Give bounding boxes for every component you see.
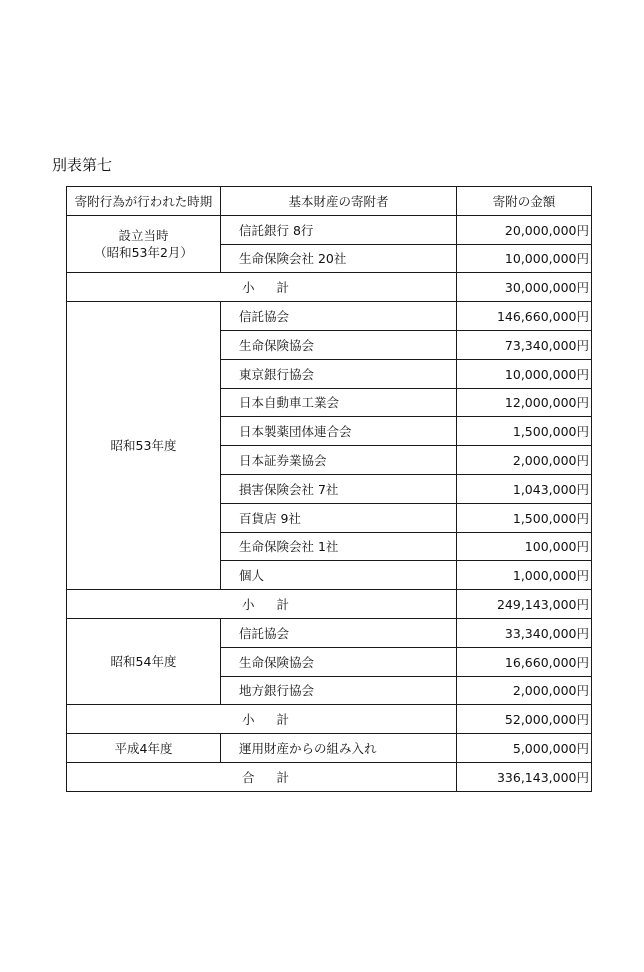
- subtotal-row: [67, 590, 592, 619]
- subtotal-row: [67, 705, 592, 734]
- total-amount: 336,143,000円: [457, 762, 592, 791]
- donor-cell: 百貨店 9社: [221, 503, 457, 532]
- table-row: [67, 618, 592, 647]
- donor-cell: 個人: [221, 561, 457, 590]
- amount-cell: 1,500,000円: [457, 417, 592, 446]
- period-cell: 平成4年度: [67, 734, 221, 763]
- table-row: [67, 215, 592, 244]
- subtotal-row: [67, 273, 592, 302]
- amount-cell: 100,000円: [457, 532, 592, 561]
- amount-cell: 73,340,000円: [457, 330, 592, 359]
- amount-cell: 2,000,000円: [457, 676, 592, 705]
- table-row: [67, 302, 592, 331]
- donor-cell: 地方銀行協会: [221, 676, 457, 705]
- page-title: 別表第七: [52, 156, 113, 174]
- header-donor: 基本財産の寄附者: [221, 187, 457, 216]
- amount-cell: 10,000,000円: [457, 244, 592, 273]
- donation-table: [66, 186, 592, 792]
- subtotal-amount: 249,143,000円: [457, 590, 592, 619]
- donor-cell: 生命保険会社 20社: [221, 244, 457, 273]
- header-amount: 寄附の金額: [457, 187, 592, 216]
- subtotal-amount: 30,000,000円: [457, 273, 592, 302]
- amount-cell: 16,660,000円: [457, 647, 592, 676]
- donor-cell: 信託協会: [221, 302, 457, 331]
- donor-cell: 運用財産からの組み入れ: [221, 734, 457, 763]
- amount-cell: 33,340,000円: [457, 618, 592, 647]
- donor-cell: 信託銀行 8行: [221, 215, 457, 244]
- total-label: 合 計: [67, 762, 457, 791]
- donor-cell: 生命保険協会: [221, 330, 457, 359]
- amount-cell: 10,000,000円: [457, 359, 592, 388]
- amount-cell: 20,000,000円: [457, 215, 592, 244]
- header-period: 寄附行為が行われた時期: [67, 187, 221, 216]
- total-row: [67, 762, 592, 791]
- donor-cell: 東京銀行協会: [221, 359, 457, 388]
- amount-cell: 12,000,000円: [457, 388, 592, 417]
- amount-cell: 1,000,000円: [457, 561, 592, 590]
- donor-cell: 信託協会: [221, 618, 457, 647]
- donor-cell: 日本自動車工業会: [221, 388, 457, 417]
- period-cell: 昭和53年度: [67, 302, 221, 590]
- subtotal-label: 小 計: [67, 590, 457, 619]
- table-row: [67, 734, 592, 763]
- amount-cell: 1,500,000円: [457, 503, 592, 532]
- amount-cell: 1,043,000円: [457, 474, 592, 503]
- subtotal-amount: 52,000,000円: [457, 705, 592, 734]
- amount-cell: 2,000,000円: [457, 446, 592, 475]
- subtotal-label: 小 計: [67, 273, 457, 302]
- donor-cell: 生命保険会社 1社: [221, 532, 457, 561]
- period-cell: 昭和54年度: [67, 618, 221, 704]
- donor-cell: 損害保険会社 7社: [221, 474, 457, 503]
- period-cell: 設立当時 （昭和53年2月）: [67, 215, 221, 273]
- subtotal-label: 小 計: [67, 705, 457, 734]
- amount-cell: 5,000,000円: [457, 734, 592, 763]
- table-header-row: [67, 187, 592, 216]
- donor-cell: 日本証券業協会: [221, 446, 457, 475]
- donor-cell: 生命保険協会: [221, 647, 457, 676]
- amount-cell: 146,660,000円: [457, 302, 592, 331]
- donor-cell: 日本製薬団体連合会: [221, 417, 457, 446]
